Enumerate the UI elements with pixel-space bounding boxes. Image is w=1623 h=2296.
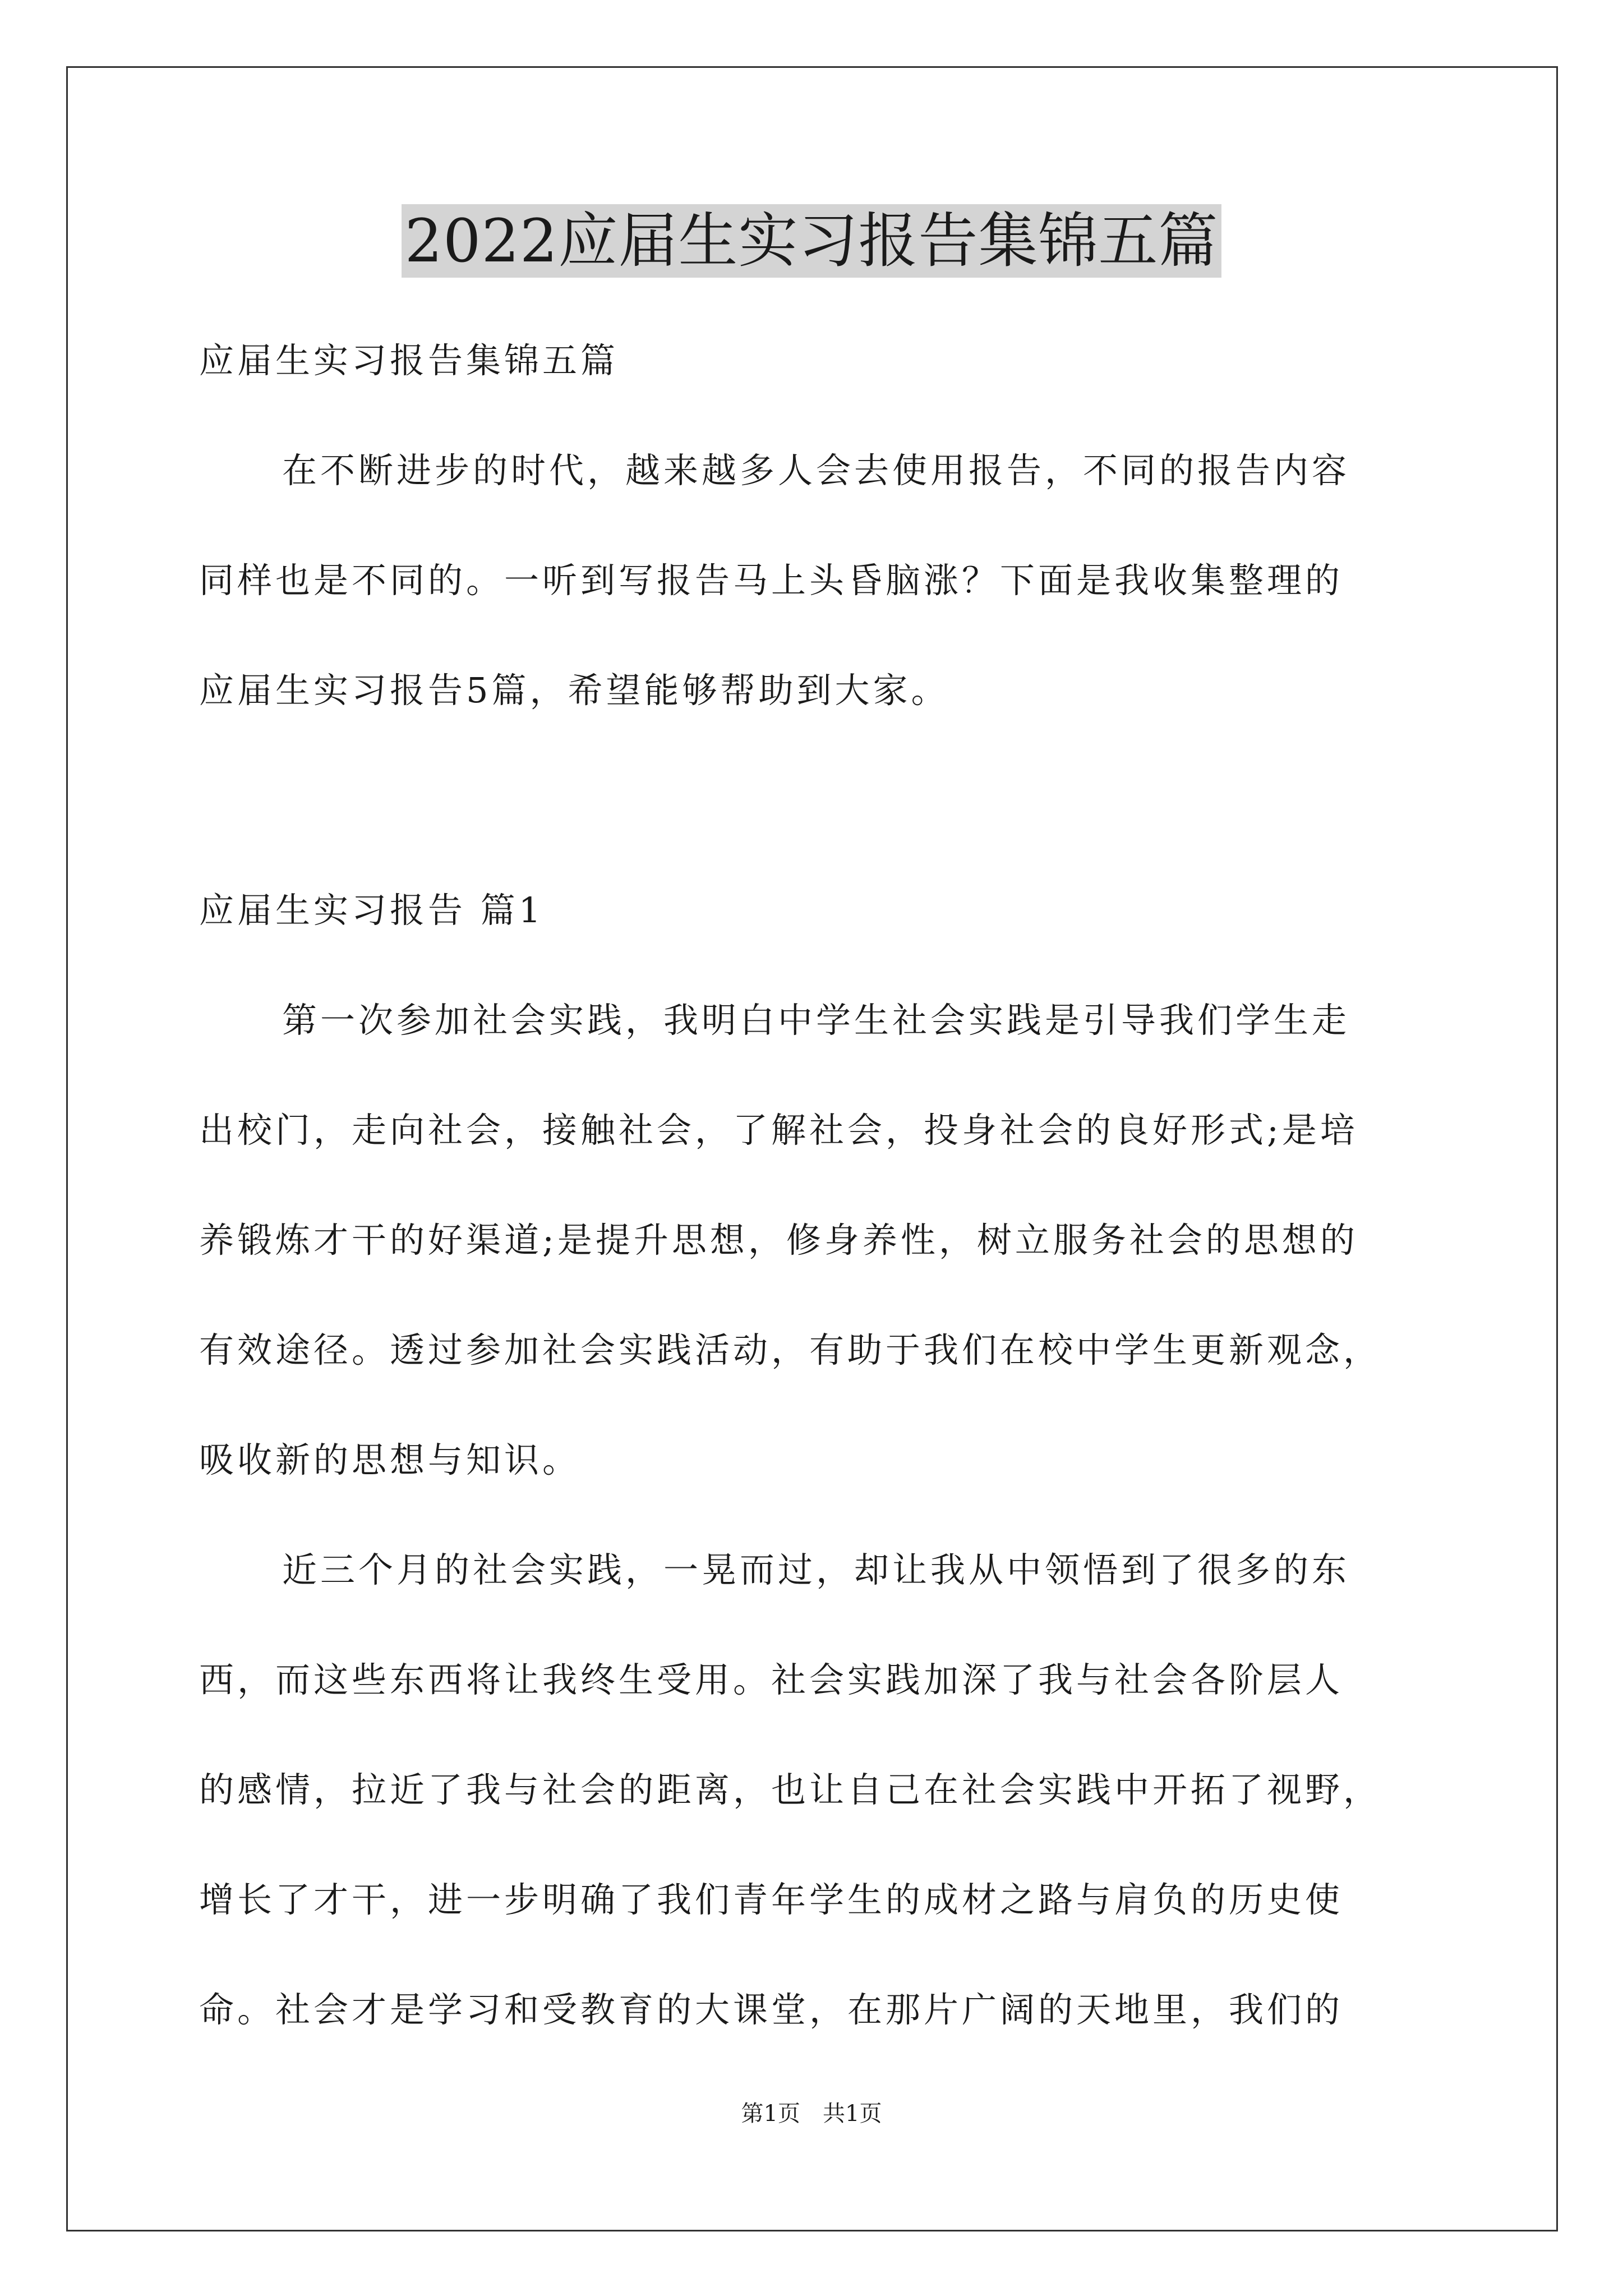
page-number: 第1页: [741, 2101, 800, 2127]
text-line: 第一次参加社会实践，我明白中学生社会实践是引导我们学生走: [282, 1000, 1350, 1041]
document-title: [0, 202, 1623, 280]
page-total: 共1页: [823, 2101, 882, 2127]
page-footer: [0, 2097, 1623, 2131]
text-line: 应届生实习报告集锦五篇: [199, 340, 619, 381]
text-line: 吸收新的思想与知识。: [199, 1439, 581, 1480]
text-line: 有效途径。透过参加社会实践活动，有助于我们在校中学生更新观念，: [199, 1329, 1382, 1370]
text-line: 应届生实习报告 篇1: [199, 890, 545, 931]
text-line: 命。社会才是学习和受教育的大课堂，在那片广阔的天地里，我们的: [199, 1989, 1344, 2030]
text-line: 在不断进步的时代，越来越多人会去使用报告，不同的报告内容: [282, 450, 1350, 491]
document-title-text: 2022应届生实习报告集锦五篇: [402, 204, 1222, 278]
text-line: 西，而这些东西将让我终生受用。社会实践加深了我与社会各阶层人: [199, 1659, 1344, 1700]
text-line: 同样也是不同的。一听到写报告马上头昏脑涨？下面是我收集整理的: [199, 560, 1344, 601]
text-line: 应届生实习报告5篇，希望能够帮助到大家。: [199, 670, 949, 711]
text-line: 出校门，走向社会，接触社会，了解社会，投身社会的良好形式;是培: [199, 1110, 1358, 1151]
text-line: 的感情，拉近了我与社会的距离，也让自己在社会实践中开拓了视野，: [199, 1769, 1382, 1810]
text-line: 增长了才干，进一步明确了我们青年学生的成材之路与肩负的历史使: [199, 1879, 1344, 1920]
text-line: 近三个月的社会实践，一晃而过，却让我从中领悟到了很多的东: [282, 1549, 1350, 1590]
document-body: [199, 306, 1422, 2065]
text-line: 养锻炼才干的好渠道;是提升思想，修身养性，树立服务社会的思想的: [199, 1220, 1358, 1260]
